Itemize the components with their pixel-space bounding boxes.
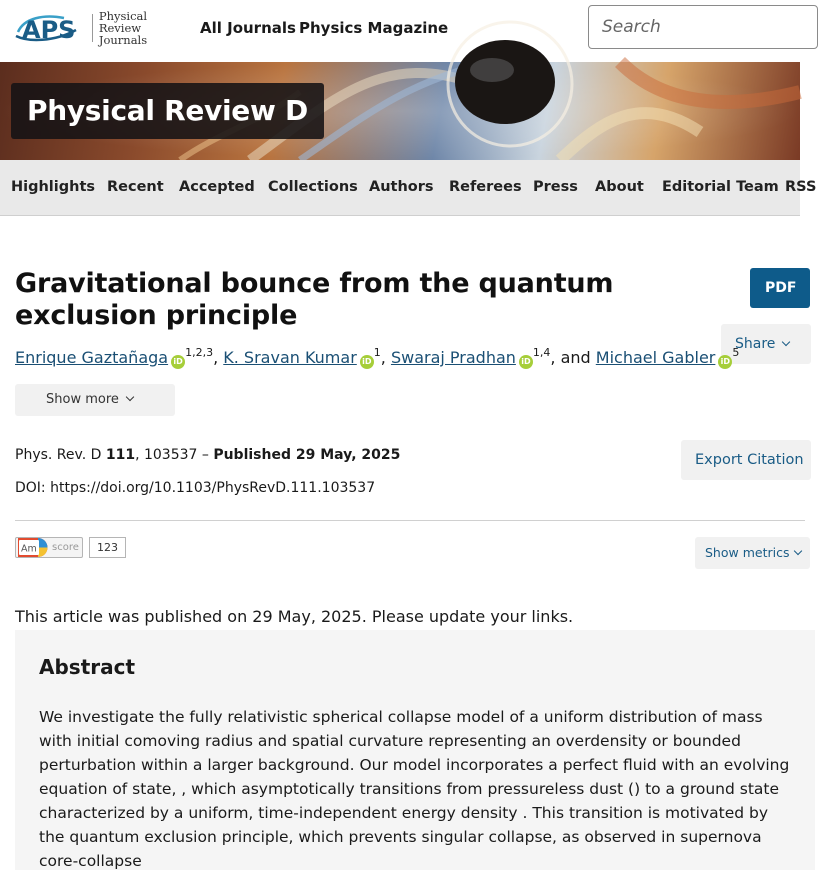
aps-logo-icon: [14, 8, 84, 48]
search-input[interactable]: [589, 6, 817, 48]
subnav-authors[interactable]: Authors: [369, 179, 434, 195]
orcid-icon[interactable]: iD: [519, 355, 533, 369]
chevron-down-icon: [126, 393, 134, 401]
author-affiliation: 1,2,3: [185, 346, 214, 359]
orcid-icon[interactable]: iD: [718, 355, 732, 369]
altmetric-score-badge: [15, 537, 83, 558]
publication-notice: This article was published on 29 May, 2025. Please update your links.: [15, 607, 574, 626]
citation-line: [15, 447, 400, 463]
article-number: , 103537 –: [135, 447, 209, 463]
share-label: Share: [735, 336, 776, 352]
orcid-icon[interactable]: iD: [171, 355, 185, 369]
subnav-about[interactable]: About: [595, 179, 644, 195]
subnav-editorial-team[interactable]: Editorial Team: [662, 179, 779, 195]
subnav-rss[interactable]: RSS: [785, 179, 817, 195]
aps-logo[interactable]: [14, 8, 179, 48]
article-title: Gravitational bounce from the quantum exclusion principle: [15, 268, 614, 331]
abstract-section: [15, 630, 815, 870]
aps-logo-abbr: APS: [22, 16, 76, 44]
doi-label: DOI:: [15, 480, 46, 496]
pdf-button[interactable]: PDF: [750, 268, 810, 308]
abstract-text: We investigate the fully relativistic spherical collapse model of a uniform distribution of mass with initial comoving radius and spatial curvature representing an overdensity or bounded perturbation within a larger background. Our model incorporates a perfect fluid with an evolving equation of state, , which asymptotically transitions from pressureless dust () to a ground state characterized by a uniform, time-independent energy density . This transition is motivated by the quantum exclusion principle, which prevents singular collapse, as observed in supernova core-collapse: [39, 708, 790, 870]
volume: 111: [105, 447, 136, 463]
author-link[interactable]: Swaraj Pradhan: [390, 348, 516, 367]
abstract-heading: Abstract: [39, 655, 136, 679]
subnav-recent[interactable]: Recent: [107, 179, 164, 195]
nav-all-journals[interactable]: All Journals: [200, 19, 296, 37]
author-link[interactable]: Michael Gabler: [595, 348, 716, 367]
chevron-down-icon: [794, 547, 802, 555]
altmetric-label: score: [52, 541, 79, 553]
chevron-down-icon: [782, 338, 790, 346]
journal-title[interactable]: Physical Review D: [11, 83, 324, 139]
subnav-press[interactable]: Press: [533, 179, 578, 195]
logo-divider: [92, 14, 93, 42]
subnav-referees[interactable]: Referees: [449, 179, 522, 195]
logo-line2: Journals: [98, 33, 148, 47]
divider: [15, 520, 805, 521]
altmetric-donut-icon: [16, 538, 50, 557]
journal-subnav: [0, 160, 817, 216]
author-list: Enrique Gaztañaga iD$^{1,2,3}$, K. Sravan Kumar $iD^1$, Swaraj Pradhan iD$^{1,4}$, and Michael Gabler $iD^5$: [15, 346, 740, 367]
journal-banner: [0, 62, 800, 160]
export-citation-button[interactable]: Export Citation: [681, 440, 811, 480]
author-affiliation: 1: [373, 346, 381, 359]
author-link[interactable]: K. Sravan Kumar: [223, 348, 357, 367]
logo-line1: Physical Review: [98, 9, 148, 35]
nav-physics-magazine[interactable]: Physics Magazine: [299, 19, 449, 37]
author-conjunction: , and: [550, 348, 591, 367]
orcid-icon[interactable]: iD: [360, 355, 374, 369]
altmetric-badge[interactable]: [15, 536, 126, 558]
altmetric-score: 123: [89, 537, 126, 558]
author-affiliation: 1,4: [532, 346, 551, 359]
subnav-accepted[interactable]: Accepted: [179, 179, 255, 195]
subnav-collections[interactable]: Collections: [268, 179, 358, 195]
show-more-button[interactable]: [15, 384, 175, 416]
show-metrics-label: Show metrics: [705, 545, 790, 560]
show-more-label: Show more: [46, 392, 119, 407]
altmetric-logo-text: Am: [21, 543, 37, 554]
search-box[interactable]: [588, 5, 818, 49]
journal-abbr: Phys. Rev. D: [15, 447, 102, 463]
show-metrics-button[interactable]: [695, 537, 810, 569]
doi-line: [15, 480, 375, 496]
published-date: Published 29 May, 2025: [213, 447, 401, 463]
doi-value[interactable]: https://doi.org/10.1103/PhysRevD.111.103537: [50, 480, 376, 496]
logo-text: [99, 10, 179, 46]
author-affiliation: 5: [732, 346, 740, 359]
top-header: [0, 0, 800, 62]
author-link[interactable]: Enrique Gaztañaga: [15, 348, 169, 367]
subnav-highlights[interactable]: Highlights: [11, 179, 96, 195]
